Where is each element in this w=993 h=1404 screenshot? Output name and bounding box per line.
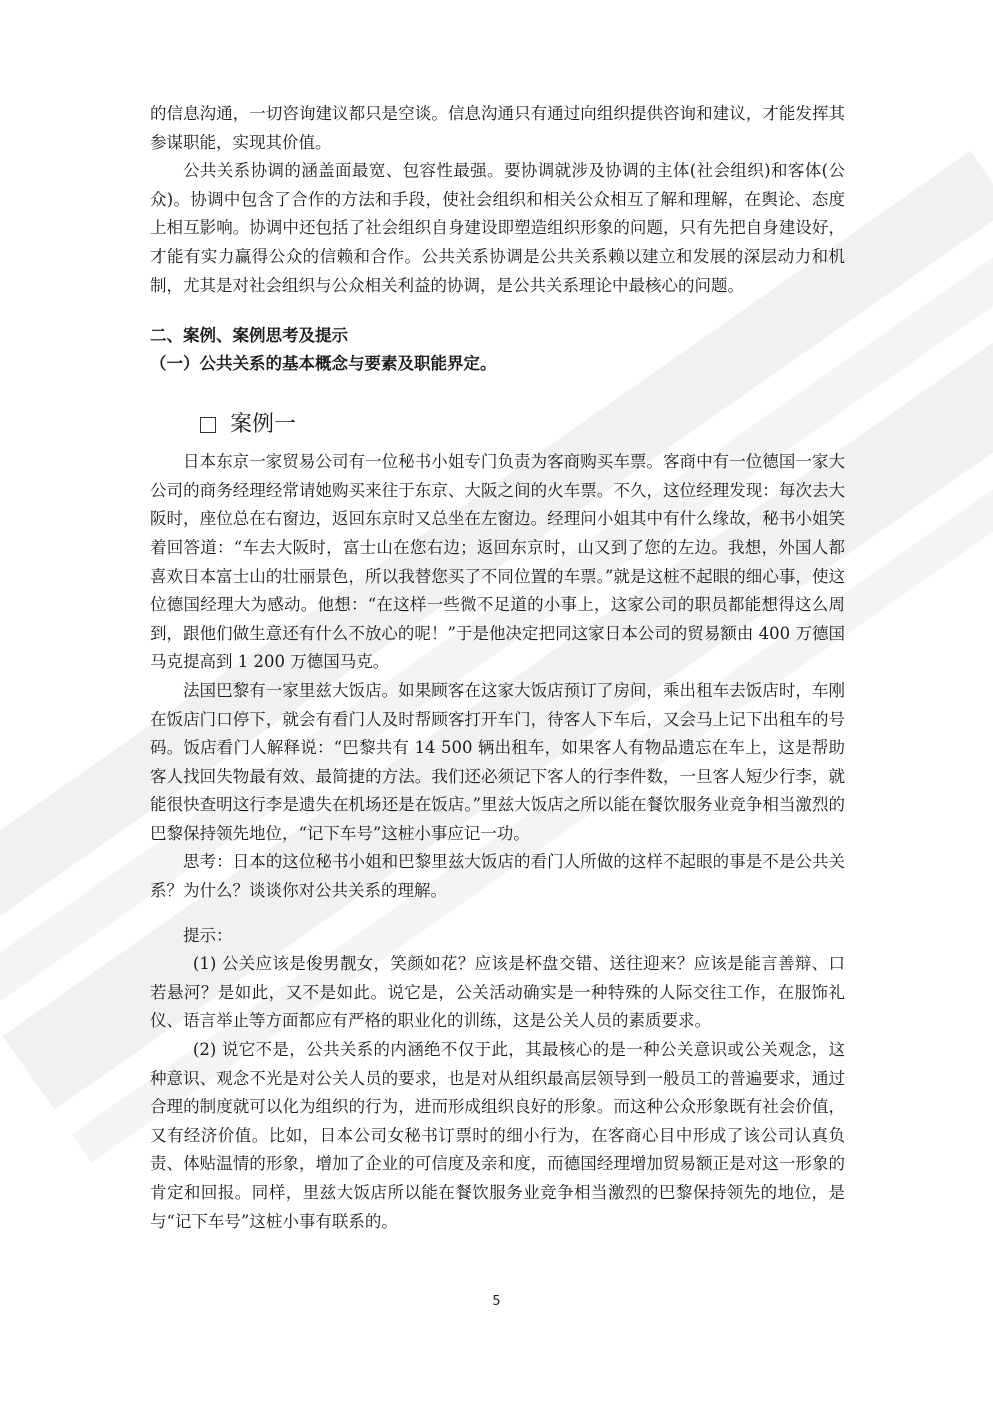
- checkbox-icon: [200, 417, 216, 433]
- page-number: 5: [492, 1294, 501, 1309]
- paragraph-case-paris: 法国巴黎有一家里兹大饭店。如果顾客在这家大饭店预订了房间，乘出租车去饭店时，车刚在饭店门口停下，就会有看门人及时帮顾客打开车门，待客人下车后，又会马上记下出租车的号码。饭店看门人解释说：“巴黎共有 14 500 辆出租车，如果客人有物品遗忘在车上，这是帮助客人找回失物最有效、最简捷的方法。我们还必须记下客人的行李件数，一旦客人短少行李，就能很快查明这行李是遗失在机场还是在饭店。”里兹大饭店之所以能在餐饮服务业竞争相当激烈的巴黎保持领先地位，“记下车号”这桩小事应记一功。: [150, 680, 845, 843]
- case-title: [200, 408, 845, 442]
- page-content: [150, 100, 845, 1236]
- paragraph-case-japan: 日本东京一家贸易公司有一位秘书小姐专门负责为客商购买车票。客商中有一位德国一家大公司的商务经理经常请她购买来往于东京、大阪之间的火车票。不久，这位经理发现：每次去大阪时，座位总在右窗边，返回东京时又总坐在左窗边。经理问小姐其中有什么缘故，秘书小姐笑着回答道：“车去大阪时，富士山在您右边；返回东京时，山又到了您的左边。我想，外国人都喜欢日本富士山的壮丽景色，所以我替您买了不同位置的车票。”就是这桩不起眼的细心事，使这位德国经理大为感动。他想：“在这样一些微不足道的小事上，这家公司的职员都能想得这么周到，跟他们做生意还有什么不放心的呢！”于是他决定把同这家日本公司的贸易额由 400 万德国马克提高到 1 200 万德国马克。: [150, 452, 845, 672]
- paragraph-hint-1: (1) 公关应该是俊男靓女，笑颜如花？应该是杯盘交错、送往迎来？应该是能言善辩、口若悬河？是如此，又不是如此。说它是，公关活动确实是一种特殊的人际交往工作，在服饰礼仪、语言举止等方面都应有严格的职业化的训练，这是公关人员的素质要求。: [150, 954, 845, 1031]
- paragraph-info-communication: 的信息沟通，一切咨询建议都只是空谈。信息沟通只有通过向组织提供咨询和建议，才能发挥其参谋职能，实现其价值。: [150, 104, 845, 152]
- paragraph-coordination: 公共关系协调的涵盖面最宽、包容性最强。要协调就涉及协调的主体(社会组织)和客体(公众)。协调中包含了合作的方法和手段，使社会组织和相关公众相互了解和理解，在舆论、态度上相互影响。协调中还包括了社会组织自身建设即塑造组织形象的问题，只有先把自身建设好，才能有实力赢得公众的信赖和合作。公共关系协调是公共关系赖以建立和发展的深层动力和机制，尤其是对社会组织与公众相关利益的协调，是公共关系理论中最核心的问题。: [150, 161, 845, 295]
- case-title-text: 案例一: [230, 412, 297, 438]
- paragraph-hint-2: (2) 说它不是，公共关系的内涵绝不仅于此，其最核心的是一种公关意识或公关观念，这种意识、观念不光是对公关人员的要求，也是对从组织最高层领导到一般员工的普遍要求，通过合理的制度就可以化为组织的行为，进而形成组织良好的形象。而这种公众形象既有社会价值，又有经济价值。比如，日本公司女秘书订票时的细小行为，在客商心目中形成了该公司认真负责、体贴温情的形象，增加了企业的可信度及亲和度，而德国经理增加贸易额正是对这一形象的肯定和回报。同样，里兹大饭店所以能在餐饮服务业竞争相当激烈的巴黎保持领先的地位，是与“记下车号”这桩小事有联系的。: [150, 1040, 845, 1231]
- subsection-heading: （一）公共关系的基本概念与要素及职能界定。: [150, 354, 497, 374]
- section-heading: 二、案例、案例思考及提示: [150, 326, 348, 346]
- paragraph-case-thinking: 思考：日本的这位秘书小姐和巴黎里兹大饭店的看门人所做的这样不起眼的事是不是公共关系？为什么？谈谈你对公共关系的理解。: [150, 852, 845, 901]
- hint-label: 提示：: [183, 925, 233, 945]
